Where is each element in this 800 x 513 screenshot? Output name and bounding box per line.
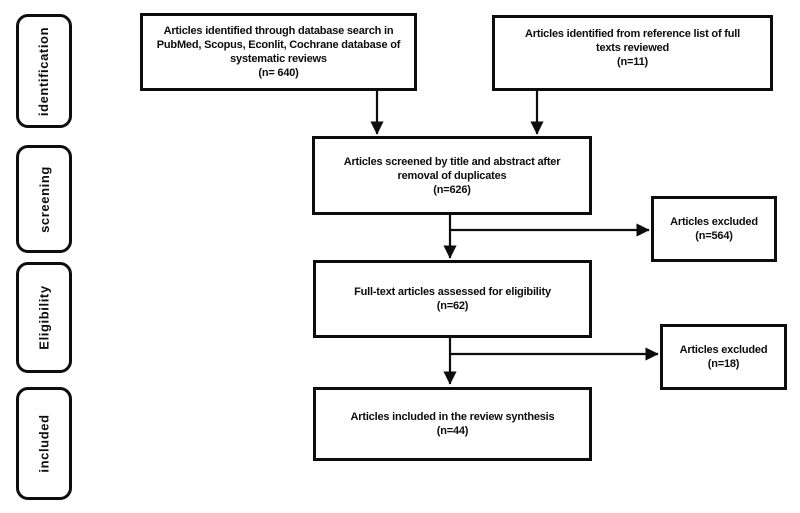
box-fulltext-assessed xyxy=(313,260,592,338)
box-excluded-after-eligibility xyxy=(660,324,787,390)
stage-included-label: included xyxy=(36,414,52,473)
box-excluded-after-screening xyxy=(651,196,777,262)
box-screened-title-abstract-text: Articles screened by title and abstract after removal of duplicates (n=626) xyxy=(343,155,561,196)
box-excluded-after-screening-text: Articles excluded (n=564) xyxy=(670,216,758,242)
stage-included xyxy=(16,387,72,500)
stage-identification-label: identification xyxy=(36,26,52,116)
stage-eligibility-label: Eligibility xyxy=(36,285,52,350)
box-excluded-after-eligibility-text: Articles excluded (n=18) xyxy=(679,344,768,370)
stage-screening-label: screening xyxy=(36,165,52,233)
box-screened-title-abstract xyxy=(312,136,592,215)
box-included-review-synthesis xyxy=(313,387,592,461)
stage-screening xyxy=(16,145,72,253)
stage-eligibility xyxy=(16,262,72,373)
box-fulltext-assessed-text: Full-text articles assessed for eligibility (n=62) xyxy=(354,286,551,312)
box-included-review-synthesis-text: Articles included in the review synthesis (n=44) xyxy=(350,411,555,437)
stage-identification xyxy=(16,14,72,128)
box-identified-database-search-text: Articles identified through database search in PubMed, Scopus, Econlit, Cochrane database of systematic reviews (n= 640) xyxy=(156,25,401,79)
box-identified-reference-list xyxy=(492,15,773,91)
box-identified-database-search xyxy=(140,13,417,91)
box-identified-reference-list-text: Articles identified from reference list of full texts reviewed (n=11) xyxy=(525,28,740,68)
